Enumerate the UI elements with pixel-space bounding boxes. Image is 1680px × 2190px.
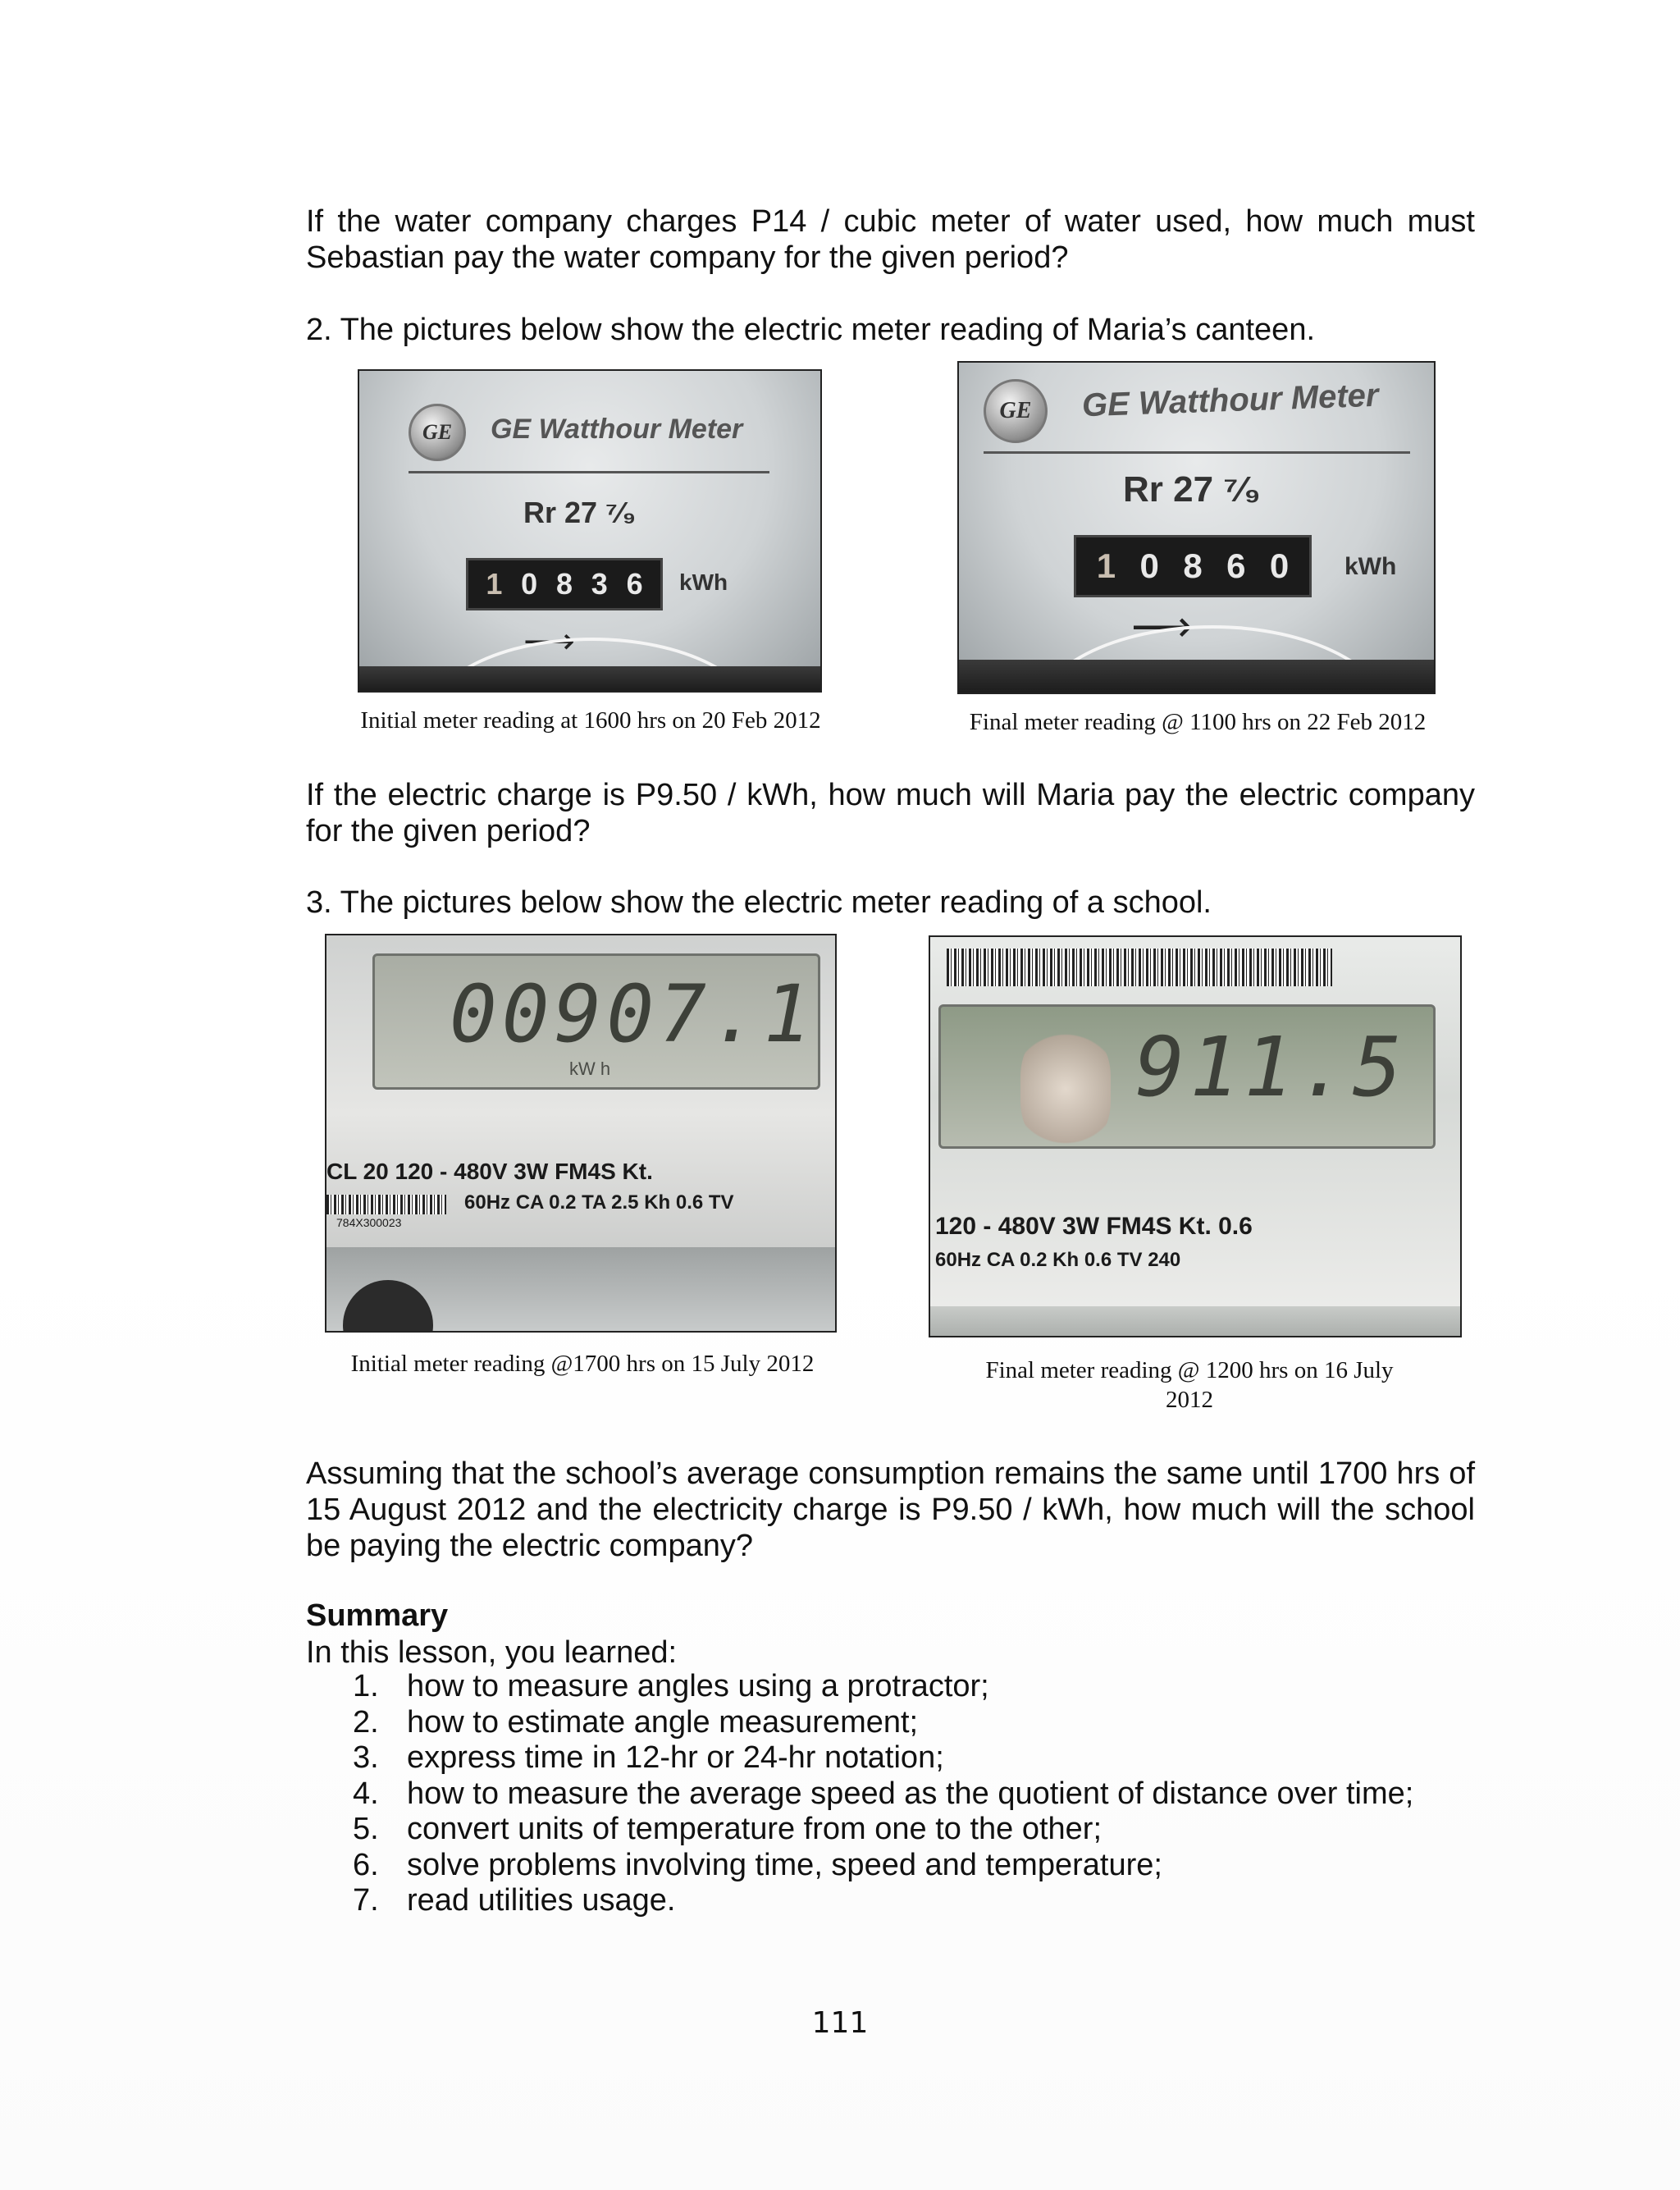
digit: 0 (1269, 546, 1290, 585)
barcode (326, 1195, 446, 1214)
question-2-heading: 2. The pictures below show the electric meter reading of Maria’s canteen. (306, 313, 1316, 347)
digit: 1 (486, 567, 503, 601)
lcd-unit: kW h (569, 1058, 611, 1079)
serial-number: 784X300023 (336, 1216, 402, 1229)
digit: 6 (1226, 546, 1246, 585)
digit: 8 (1183, 546, 1203, 585)
digit: 0 (521, 567, 538, 601)
digit: 8 (555, 567, 573, 601)
list-item: 1. how to measure angles using a protractor; (353, 1669, 989, 1703)
question-2-text: If the electric charge is P9.50 / kWh, how much will Maria pay the electric company for the given period? (306, 778, 1475, 848)
digit: 6 (626, 567, 643, 601)
ge-logo-icon: GE (984, 379, 1048, 443)
question-3-heading: 3. The pictures below show the electric meter reading of a school. (306, 885, 1212, 920)
summary-intro: In this lesson, you learned: (306, 1635, 678, 1670)
meter-spec-line-1: CL 20 120 - 480V 3W FM4S Kt. (326, 1159, 653, 1184)
caption-initial-school: Initial meter reading @1700 hrs on 15 July 2012 (350, 1351, 815, 1377)
register-ratio: Rr 27 ⁷⁄₉ (1123, 469, 1261, 510)
list-item: 2. how to estimate angle measurement; (353, 1704, 919, 1740)
digit: 0 (1139, 546, 1159, 585)
direction-arrow-icon: ⟶ (1131, 603, 1193, 651)
list-item: 5. convert units of temperature from one to the other; (353, 1812, 1102, 1846)
digit: 3 (591, 567, 608, 601)
meter-dial-digits (466, 558, 663, 610)
meter-spec-line-2: 60Hz CA 0.2 Kh 0.6 TV 240 (935, 1249, 1181, 1271)
ge-logo-icon: GE (409, 404, 466, 461)
meter-spec-line-2: 60Hz CA 0.2 TA 2.5 Kh 0.6 TV (464, 1191, 734, 1214)
meter-photo-final-school (929, 935, 1462, 1337)
list-item: 3. express time in 12-hr or 24-hr notation; (353, 1740, 944, 1775)
digit: 1 (1096, 546, 1116, 585)
meter-brand: GE Watthour Meter (491, 414, 743, 445)
lcd-reading: 00907.1 (450, 968, 816, 1060)
caption-initial-canteen: Initial meter reading at 1600 hrs on 20 Feb 2012 (360, 707, 821, 734)
meter-brand: GE Watthour Meter (1081, 377, 1380, 424)
meter-photo-initial-canteen (358, 369, 822, 693)
page-number: 111 (811, 2006, 869, 2040)
barcode (947, 949, 1332, 986)
finger-glare (1020, 1027, 1111, 1150)
meter-photo-final-canteen (957, 361, 1436, 694)
lcd-reading: 911.5 (1135, 1019, 1408, 1115)
meter-dial-digits (1074, 535, 1312, 597)
unit-label: kWh (1344, 553, 1397, 580)
list-item: 7. read utilities usage. (353, 1883, 676, 1918)
caption-final-canteen: Final meter reading @ 1100 hrs on 22 Feb 2012 (969, 709, 1427, 735)
unit-label: kWh (679, 569, 728, 595)
summary-list (353, 1669, 1413, 1919)
direction-arrow-icon: ⟶ (523, 621, 576, 661)
register-ratio: Rr 27 ⁷⁄₉ (523, 496, 637, 529)
question-3-text: Assuming that the school’s average consumption remains the same until 1700 hrs of 15 August 2012 and the electricity charge is P9.50 / kWh, how much will the school be paying the electric company? (306, 1456, 1475, 1563)
intro-question: If the water company charges P14 / cubic meter of water used, how much must Sebastian pay the water company for the given period? (306, 204, 1475, 275)
caption-final-school: Final meter reading @ 1200 hrs on 16 July 2012 (985, 1357, 1394, 1413)
list-item: 6. solve problems involving time, speed and temperature; (353, 1847, 1162, 1882)
meter-photo-initial-school (325, 934, 837, 1333)
meter-spec-line-1: 120 - 480V 3W FM4S Kt. 0.6 (935, 1213, 1253, 1240)
summary-title: Summary (306, 1598, 449, 1633)
list-item: 4. how to measure the average speed as the quotient of distance over time; (353, 1776, 1414, 1811)
